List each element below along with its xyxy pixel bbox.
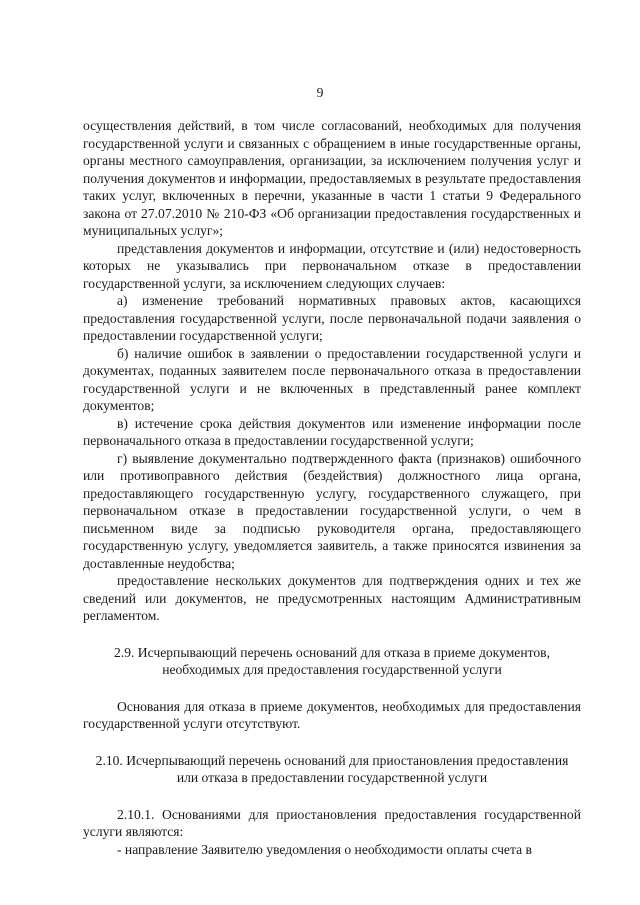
paragraph-continuation: осуществления действий, в том числе согласований, необходимых для получения государственной услуги и связанных с обращением в иные государственные органы, органы местного самоуправления, организации, за исключением получения услуг и получения документов и информации, предоставляемых в результате предоставления таких услуг, включенных в перечни, указанные в части 1 статьи 9 Федерального закона от 27.07.2010 № 210-ФЗ «Об организации предоставления государственных и муниципальных услуг»; (83, 118, 581, 238)
section-heading-2-10: 2.10. Исчерпывающий перечень оснований для приостановления предоставления или отказа в предоставлении государственной услуги (95, 752, 569, 785)
paragraph-case-d: г) выявление документально подтвержденного факта (признаков) ошибочного или противоправного действия (бездействия) должностного лица органа, предоставляющего государственную услугу, государственного служащего, при первоначальном отказе в предоставлении государственной услуги, о чем в письменном виде за подписью руководителя органа, предоставляющего государственную услугу, уведомляется заявитель, а также приносятся извинения за доставленные неудобства; (83, 450, 581, 571)
paragraph-case-a: а) изменение требований нормативных правовых актов, касающихся предоставления государственной услуги, после первоначальной подачи заявления о предоставлении государственной услуги; (83, 293, 581, 343)
document-body (83, 117, 581, 858)
section-2-9-text: Основания для отказа в приеме документов, необходимых для предоставления государственной услуги отсутствуют. (83, 698, 581, 731)
paragraph-case-b: б) наличие ошибок в заявлении о предоставлении государственной услуги и документах, поданных заявителем после первоначального отказа в предоставлении государственной услуги и не включенных в представленный ранее комплект документов; (83, 345, 581, 413)
paragraph-multiple-documents: предоставление нескольких документов для подтверждения одних и тех же сведений или документов, не предусмотренных настоящим Административным регламентом. (83, 573, 581, 623)
section-heading-2-9: 2.9. Исчерпывающий перечень оснований для отказа в приеме документов, необходимых для предоставления государственной услуги (114, 644, 550, 677)
paragraph-documents-not-indicated: представления документов и информации, отсутствие и (или) недостоверность которых не указывались при первоначальном отказе в предоставлении государственной услуги, за исключением следующих случаев: (83, 240, 581, 291)
paragraph-case-c: в) истечение срока действия документов или изменение информации после первоначального отказа в предоставлении государственной услуги; (83, 415, 581, 448)
section-2-10-1-text: 2.10.1. Основаниями для приостановления предоставления государственной услуги являются: (83, 806, 581, 839)
section-2-10-1-item: - направление Заявителю уведомления о необходимости оплаты счета в (117, 841, 532, 857)
page-number: 9 (316, 85, 324, 100)
